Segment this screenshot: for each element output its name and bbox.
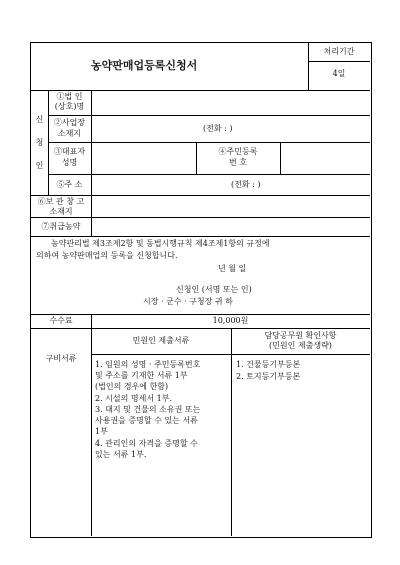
official-docs-header-1: 담당공무원 확인사항 [264,331,337,340]
rule-processing-mid [308,61,370,62]
applicant-char-3: 인 [35,161,44,170]
docs-label: 구비서류 [45,354,77,363]
processing-period-value: 4일 [332,69,346,78]
rule-docs-col [91,328,92,536]
fee-label: 수수료 [49,316,73,325]
fee-value: 10,000원 [212,316,249,325]
items-label: ⑦취급농약 [41,222,81,231]
date-line: 년 월 일 [218,264,247,273]
applicant-doc-line: 1. 임원의 성명 · 주민등록번호 [95,360,201,369]
rule-title-bottom [31,90,370,91]
rule-rrn-label [280,142,281,174]
rule-row3 [48,174,370,175]
business-addr-label-1: ②사업장 [53,118,86,127]
applicant-doc-line: 및 주소를 기재한 서류 1부 [95,371,188,380]
rule-label-col [91,90,92,236]
applicant-doc-line: 2. 시설의 명세서 1부. [95,394,172,403]
applicant-doc-line: 3. 대지 및 건물의 소유권 또는 [95,405,201,414]
rule-row5 [31,217,370,218]
corp-name-label-2: (상호)명 [54,102,85,111]
applicant-signature-line: 신청인 (서명 또는 인) [176,285,252,294]
applicant-docs-header: 민원인 제출서류 [132,336,190,345]
addressee: 시장 · 군수 · 구청장 귀 하 [143,297,233,306]
rrn-label-2: 번 호 [229,158,247,167]
statement-line-2: 의하여 농약판매업의 등록을 신청합니다. [36,251,178,260]
applicant-char-2: 청 [35,138,44,147]
storage-label-1: ⑥보 관 창 고 [37,197,85,206]
official-docs-header-2: (민원인 제출생략) [269,341,332,350]
application-form [30,42,372,538]
applicant-doc-line: 4. 관리인의 자격을 증명할 수 [95,439,198,448]
rule-row4 [31,195,370,196]
corp-name-label-1: ①법 인 [56,92,83,101]
rule-row2 [48,142,370,143]
applicant-doc-line: 1부 [95,427,108,436]
rep-name-label-2: 성명 [61,158,78,167]
rep-name-label-1: ③대표자 [53,147,86,156]
rule-statement-bottom [31,314,370,315]
applicant-char-1: 신 [35,115,44,124]
applicant-doc-line: 있는 서류 1부. [95,450,147,459]
rule-row6 [31,236,370,237]
official-doc-line: 1. 건물등기부등본 [236,360,301,369]
phone-field-1: (전화 : ) [203,124,233,133]
phone-field-2: (전화 : ) [231,180,261,189]
processing-period-label: 처리기간 [323,47,355,56]
storage-label-2: 소재지 [49,207,73,216]
statement-line-1: 농약관리법 제3조제2항 및 동법시행규칙 제4조제1항의 규정에 [51,239,270,248]
applicant-doc-line: (법인의 경우에 한함) [95,382,169,391]
rule-fee-bottom [31,328,370,329]
rrn-label-1: ④주민등록 [218,147,258,156]
form-title: 농약판매업등록신청서 [91,59,198,72]
rule-row1 [48,115,370,116]
applicant-doc-line: 사용권을 증명할 수 있는 서류 [95,416,198,425]
address-label: ⑤주 소 [56,180,83,189]
business-addr-label-2: 소재지 [57,129,82,138]
official-doc-line: 2. 토지등기부등본 [236,372,301,381]
rule-docs-mid [231,328,232,536]
